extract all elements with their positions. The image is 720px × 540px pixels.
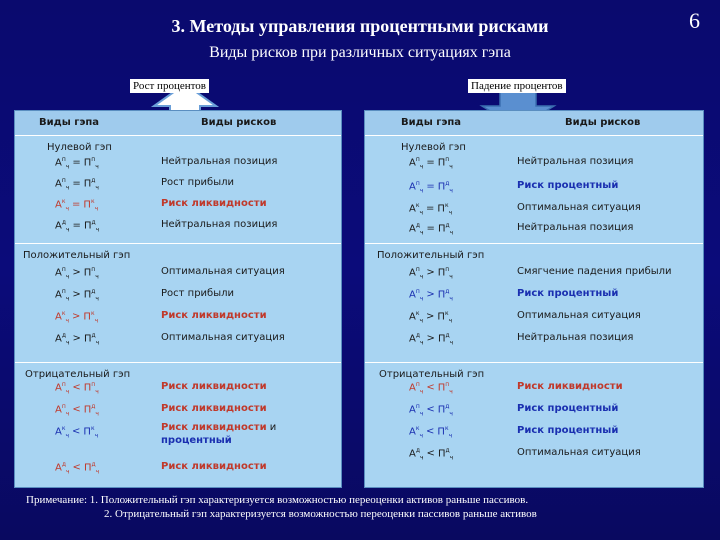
group-zero-gap — [15, 136, 341, 244]
asset-symbol: А — [55, 220, 62, 232]
risk-text: Риск ликвидности — [161, 461, 267, 472]
asset-superscript: п — [61, 381, 66, 388]
asset-symbol: А — [409, 267, 416, 279]
asset-symbol: А — [55, 426, 62, 438]
asset-subscript: ч — [65, 432, 70, 440]
asset-subscript: ч — [419, 187, 424, 195]
liability-subscript: ч — [449, 339, 454, 347]
liability-symbol: П — [83, 267, 92, 279]
gap-formula — [409, 332, 453, 346]
table-header — [365, 111, 703, 136]
slide-title: 3. Методы управления процентными рисками — [171, 16, 549, 36]
table-row — [55, 422, 391, 446]
risk-text: Риск процентный — [517, 288, 619, 299]
liability-symbol: П — [83, 199, 91, 211]
risk-label — [517, 266, 672, 277]
asset-symbol: А — [55, 462, 62, 474]
liability-superscript: д — [91, 219, 96, 226]
liability-superscript: к — [90, 198, 95, 205]
asset-symbol: А — [409, 333, 416, 345]
gap-formula — [409, 425, 452, 439]
risk-interest: процентный — [161, 435, 232, 446]
asset-symbol: А — [409, 404, 416, 416]
table-row — [409, 180, 720, 198]
liability-subscript: ч — [94, 432, 99, 440]
liability-subscript: ч — [95, 339, 100, 347]
risk-label — [517, 222, 633, 233]
gap-formula — [409, 288, 453, 302]
risk-text: Смягчение падения прибыли — [517, 266, 672, 277]
asset-subscript: ч — [65, 273, 70, 281]
liability-superscript: д — [91, 177, 96, 184]
asset-superscript: п — [61, 177, 66, 184]
table-row — [409, 425, 720, 443]
liability-superscript: д — [445, 180, 450, 187]
liability-symbol: П — [83, 157, 92, 169]
relation-operator: < — [72, 382, 81, 394]
asset-superscript: п — [415, 381, 420, 388]
risk-label — [517, 447, 641, 458]
risk-conjunction: и — [266, 422, 277, 433]
asset-superscript: к — [415, 310, 420, 317]
liability-subscript: ч — [95, 388, 99, 396]
liability-subscript: ч — [449, 163, 453, 171]
gap-formula — [55, 332, 99, 346]
gap-formula — [55, 177, 99, 191]
relation-operator: < — [72, 426, 81, 438]
group-positive-gap — [15, 244, 341, 363]
asset-subscript: ч — [65, 295, 70, 303]
liability-symbol: П — [83, 462, 92, 474]
risk-label — [517, 156, 633, 167]
relation-operator: > — [426, 267, 435, 279]
risk-label — [517, 310, 641, 321]
asset-subscript: ч — [419, 432, 424, 440]
header-risk-type: Виды рисков — [201, 117, 277, 128]
table-row — [55, 219, 391, 237]
footnote — [0, 494, 720, 520]
group-title: Отрицательный гэп — [25, 369, 131, 380]
asset-subscript: ч — [419, 209, 424, 217]
gap-formula — [409, 222, 453, 236]
risk-text: Оптимальная ситуация — [517, 310, 641, 321]
asset-superscript: п — [61, 266, 66, 273]
gap-formula — [55, 156, 99, 170]
gap-formula — [55, 403, 99, 417]
liability-symbol: П — [437, 333, 446, 345]
group-title: Отрицательный гэп — [379, 369, 485, 380]
asset-symbol: А — [409, 157, 416, 169]
liability-superscript: д — [91, 461, 96, 468]
relation-operator: < — [426, 404, 435, 416]
risk-label — [161, 332, 285, 343]
asset-superscript: п — [415, 266, 420, 273]
risk-text: Оптимальная ситуация — [517, 447, 641, 458]
gap-formula — [409, 156, 453, 170]
table-header — [15, 111, 341, 136]
asset-subscript: ч — [419, 295, 424, 303]
table-row — [409, 332, 720, 350]
liability-symbol: П — [437, 311, 445, 323]
gap-formula — [409, 266, 453, 280]
relation-operator: = — [426, 203, 435, 215]
risk-text: Оптимальная ситуация — [161, 332, 285, 343]
group-negative-gap — [365, 363, 703, 487]
table-row — [409, 381, 720, 399]
asset-subscript: ч — [65, 410, 70, 418]
liability-symbol: П — [437, 223, 446, 235]
relation-operator: > — [426, 333, 435, 345]
table-row — [55, 332, 391, 350]
table-row — [409, 447, 720, 465]
asset-subscript: ч — [66, 226, 70, 234]
asset-symbol: А — [55, 311, 62, 323]
liability-symbol: П — [437, 382, 446, 394]
relation-operator: > — [72, 267, 81, 279]
asset-subscript: ч — [420, 454, 424, 462]
asset-symbol: А — [409, 289, 416, 301]
risk-label — [161, 381, 267, 392]
gap-formula — [55, 266, 99, 280]
liability-subscript: ч — [449, 273, 453, 281]
relation-operator: = — [72, 199, 81, 211]
rising-rates-callout: Рост процентов — [130, 79, 209, 93]
asset-subscript: ч — [65, 205, 70, 213]
risk-text: Рост прибыли — [161, 288, 234, 299]
liability-superscript: п — [91, 156, 96, 163]
asset-subscript: ч — [65, 184, 70, 192]
risk-label — [517, 403, 618, 414]
asset-symbol: А — [409, 203, 416, 215]
risk-label — [161, 219, 277, 230]
risk-label — [161, 461, 267, 472]
asset-superscript: к — [61, 425, 66, 432]
risk-label — [161, 198, 267, 209]
relation-operator: < — [72, 462, 81, 474]
risk-text: Риск процентный — [517, 180, 619, 191]
liability-subscript: ч — [449, 410, 453, 418]
gap-formula — [409, 403, 453, 417]
relation-operator: < — [72, 404, 81, 416]
liability-superscript: п — [445, 266, 450, 273]
risk-text: Риск процентный — [517, 425, 619, 436]
liability-superscript: д — [91, 403, 96, 410]
table-row — [409, 202, 720, 220]
liability-symbol: П — [437, 404, 446, 416]
asset-symbol: А — [55, 333, 62, 345]
table-row — [409, 288, 720, 306]
asset-subscript: ч — [419, 273, 424, 281]
liability-symbol: П — [83, 333, 92, 345]
risk-text: Нейтральная позиция — [517, 332, 634, 343]
asset-superscript: п — [61, 403, 66, 410]
asset-subscript: ч — [65, 163, 70, 171]
liability-subscript: ч — [94, 205, 99, 213]
risk-text: Рост прибыли — [161, 177, 234, 188]
risk-label — [517, 202, 641, 213]
liability-symbol: П — [437, 289, 446, 301]
asset-subscript: ч — [419, 163, 424, 171]
asset-subscript: ч — [419, 410, 424, 418]
liability-subscript: ч — [448, 432, 453, 440]
relation-operator: = — [426, 157, 435, 169]
risk-text: Риск ликвидности — [161, 310, 267, 321]
liability-subscript: ч — [95, 226, 100, 234]
group-title: Нулевой гэп — [401, 142, 466, 153]
liability-superscript: к — [90, 425, 95, 432]
liability-symbol: П — [83, 426, 91, 438]
liability-symbol: П — [437, 157, 446, 169]
risk-label — [161, 403, 267, 414]
risk-label — [517, 381, 623, 392]
relation-operator: = — [72, 157, 81, 169]
table-row — [55, 177, 391, 195]
gap-formula — [55, 310, 98, 324]
liability-symbol: П — [437, 267, 446, 279]
liability-subscript: ч — [449, 454, 454, 462]
risk-text: Оптимальная ситуация — [161, 266, 285, 277]
liability-symbol: П — [83, 178, 92, 190]
table-row — [409, 156, 720, 174]
asset-superscript: к — [415, 425, 420, 432]
asset-superscript: к — [61, 198, 66, 205]
group-positive-gap — [365, 244, 703, 363]
gap-formula — [55, 288, 99, 302]
asset-symbol: А — [55, 267, 62, 279]
asset-symbol: А — [55, 404, 62, 416]
liability-superscript: д — [445, 403, 450, 410]
footnote-line-2: 2. Отрицательный гэп характеризуется возможностью переоценки пассивов раньше активов — [104, 508, 537, 520]
falling-rates-callout: Падение процентов — [468, 79, 566, 93]
liability-superscript: п — [445, 156, 450, 163]
gap-formula — [409, 310, 452, 324]
asset-symbol: А — [409, 311, 416, 323]
liability-symbol: П — [437, 203, 445, 215]
gap-formula — [55, 381, 99, 395]
relation-operator: = — [426, 181, 435, 193]
liability-symbol: П — [437, 181, 446, 193]
asset-superscript: п — [61, 288, 66, 295]
risk-liquidity: Риск ликвидности — [161, 422, 267, 433]
liability-subscript: ч — [448, 209, 453, 217]
relation-operator: = — [72, 178, 81, 190]
liability-subscript: ч — [95, 468, 100, 476]
liability-subscript: ч — [449, 187, 453, 195]
liability-subscript: ч — [95, 163, 99, 171]
liability-symbol: П — [83, 382, 92, 394]
table-row — [55, 266, 391, 284]
asset-subscript: ч — [66, 339, 70, 347]
liability-subscript: ч — [95, 273, 99, 281]
risk-text: Нейтральная позиция — [517, 222, 634, 233]
table-row — [55, 198, 391, 216]
asset-symbol: А — [409, 181, 416, 193]
risk-label — [517, 180, 618, 191]
liability-superscript: к — [444, 310, 449, 317]
asset-superscript: п — [61, 156, 66, 163]
liability-subscript: ч — [95, 295, 99, 303]
asset-superscript: д — [415, 222, 420, 229]
liability-symbol: П — [83, 289, 92, 301]
header-gap-type: Виды гэпа — [401, 117, 462, 128]
asset-symbol: А — [55, 178, 62, 190]
page-number: 6 — [689, 8, 700, 33]
risk-text: Риск процентный — [517, 403, 619, 414]
relation-operator: > — [72, 333, 81, 345]
asset-symbol: А — [409, 426, 416, 438]
relation-operator: = — [426, 223, 435, 235]
header-risk-type: Виды рисков — [565, 117, 641, 128]
risk-label — [161, 156, 277, 167]
rising-rates-table — [14, 110, 342, 488]
liability-superscript: д — [445, 332, 450, 339]
asset-subscript: ч — [419, 388, 424, 396]
gap-formula — [409, 381, 453, 395]
asset-superscript: д — [415, 447, 420, 454]
slide-subtitle: Виды рисков при различных ситуациях гэпа — [209, 44, 511, 61]
liability-superscript: п — [91, 266, 96, 273]
asset-symbol: А — [55, 382, 62, 394]
liability-symbol: П — [83, 311, 91, 323]
group-negative-gap — [15, 363, 341, 487]
falling-rates-table — [364, 110, 704, 488]
liability-superscript: к — [444, 202, 449, 209]
table-row — [55, 156, 391, 174]
liability-superscript: д — [91, 332, 96, 339]
relation-operator: > — [72, 311, 81, 323]
liability-superscript: д — [445, 288, 450, 295]
asset-symbol: А — [409, 223, 416, 235]
asset-superscript: п — [415, 403, 420, 410]
table-row — [55, 310, 391, 328]
asset-subscript: ч — [420, 229, 424, 237]
risk-label — [517, 288, 618, 299]
liability-subscript: ч — [95, 184, 99, 192]
liability-subscript: ч — [94, 317, 99, 325]
asset-superscript: п — [415, 180, 420, 187]
liability-superscript: к — [444, 425, 449, 432]
asset-superscript: к — [61, 310, 66, 317]
liability-symbol: П — [83, 220, 92, 232]
group-title: Положительный гэп — [377, 250, 485, 261]
risk-text: Нейтральная позиция — [161, 156, 278, 167]
liability-subscript: ч — [449, 388, 453, 396]
header-gap-type: Виды гэпа — [39, 117, 100, 128]
liability-subscript: ч — [449, 295, 453, 303]
liability-superscript: к — [90, 310, 95, 317]
asset-superscript: п — [415, 288, 420, 295]
asset-subscript: ч — [66, 468, 70, 476]
asset-superscript: д — [61, 461, 66, 468]
asset-superscript: к — [415, 202, 420, 209]
relation-operator: > — [426, 289, 435, 301]
relation-operator: > — [72, 289, 81, 301]
asset-subscript: ч — [65, 388, 70, 396]
asset-symbol: А — [55, 289, 62, 301]
relation-operator: = — [72, 220, 81, 232]
table-row — [409, 222, 720, 240]
risk-text: Нейтральная позиция — [161, 219, 278, 230]
risk-text: Риск ликвидности — [517, 381, 623, 392]
asset-symbol: А — [55, 157, 62, 169]
relation-operator: < — [426, 426, 435, 438]
gap-formula — [409, 447, 453, 461]
risk-label — [161, 310, 267, 321]
liability-symbol: П — [437, 426, 445, 438]
risk-text: Нейтральная позиция — [517, 156, 634, 167]
table-row — [55, 288, 391, 306]
gap-formula — [409, 180, 453, 194]
gap-formula — [409, 202, 452, 216]
asset-subscript: ч — [65, 317, 70, 325]
group-title: Положительный гэп — [23, 250, 131, 261]
risk-label — [161, 266, 285, 277]
risk-text: Оптимальная ситуация — [517, 202, 641, 213]
liability-superscript: п — [445, 381, 450, 388]
gap-formula — [55, 198, 98, 212]
risk-label — [161, 288, 234, 299]
risk-label — [517, 332, 633, 343]
table-row — [55, 381, 391, 399]
risk-text: Риск ликвидности — [161, 198, 267, 209]
asset-subscript: ч — [419, 317, 424, 325]
asset-superscript: д — [61, 332, 66, 339]
table-row — [55, 403, 391, 421]
liability-symbol: П — [83, 404, 92, 416]
relation-operator: < — [426, 448, 435, 460]
table-row — [409, 403, 720, 421]
gap-formula — [55, 425, 98, 439]
group-zero-gap — [365, 136, 703, 244]
asset-superscript: д — [61, 219, 66, 226]
asset-superscript: п — [415, 156, 420, 163]
risk-text: Риск ликвидности — [161, 403, 267, 414]
relation-operator: < — [426, 382, 435, 394]
risk-text: Риск ликвидности — [161, 381, 267, 392]
asset-superscript: д — [415, 332, 420, 339]
relation-operator: > — [426, 311, 435, 323]
liability-subscript: ч — [449, 229, 454, 237]
risk-label — [161, 421, 276, 447]
liability-subscript: ч — [95, 410, 99, 418]
gap-formula — [55, 461, 99, 475]
risk-label — [517, 425, 618, 436]
table-row — [409, 266, 720, 284]
liability-subscript: ч — [448, 317, 453, 325]
liability-superscript: д — [445, 222, 450, 229]
asset-symbol: А — [409, 382, 416, 394]
table-row — [409, 310, 720, 328]
liability-superscript: д — [91, 288, 96, 295]
group-title: Нулевой гэп — [47, 142, 112, 153]
liability-symbol: П — [437, 448, 446, 460]
gap-formula — [55, 219, 99, 233]
asset-symbol: А — [55, 199, 62, 211]
liability-superscript: п — [91, 381, 96, 388]
asset-symbol: А — [409, 448, 416, 460]
liability-superscript: д — [445, 447, 450, 454]
table-row — [55, 461, 391, 479]
footnote-line-1: Примечание: 1. Положительный гэп характеризуется возможностью переоценки активов раньше пассивов. — [26, 494, 529, 506]
risk-label — [161, 177, 234, 188]
asset-subscript: ч — [420, 339, 424, 347]
